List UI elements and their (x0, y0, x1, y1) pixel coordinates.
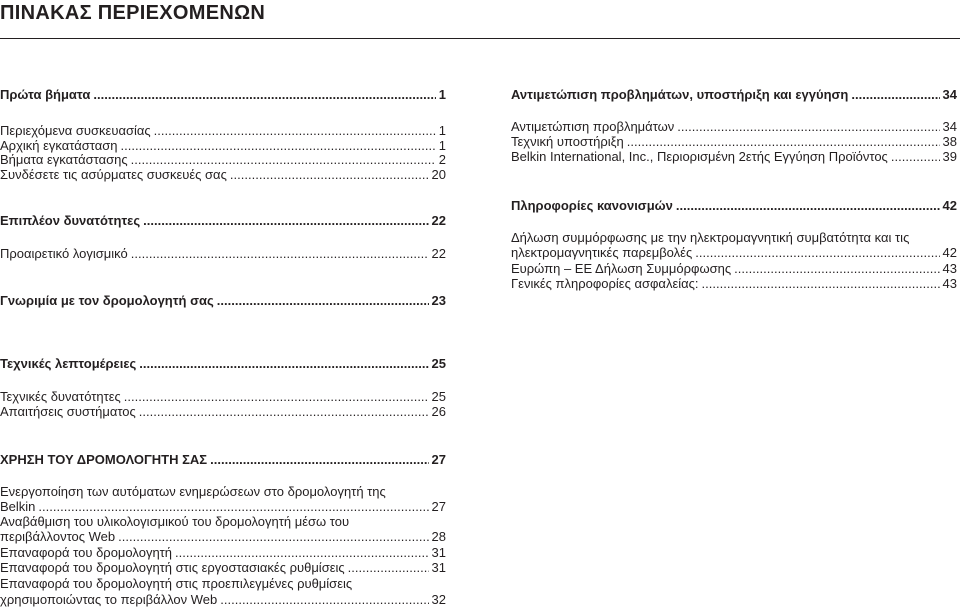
toc-page-number: 32 (431, 592, 446, 607)
toc-entry[interactable] (0, 167, 446, 182)
toc-page-number: 1 (438, 123, 446, 138)
toc-label: Τεχνικές λεπτομέρειες (0, 356, 137, 371)
toc-page-number: 25 (431, 389, 446, 404)
toc-heading-router-overview[interactable] (0, 293, 446, 308)
toc-entry[interactable] (0, 404, 446, 419)
toc-page-number: 22 (431, 213, 446, 228)
toc-page-number: 20 (431, 167, 446, 182)
toc-page-number: 28 (431, 529, 446, 544)
toc-entry[interactable] (0, 592, 446, 607)
leader-dots (210, 452, 428, 467)
toc-entry[interactable] (0, 560, 446, 575)
toc-entry[interactable] (511, 134, 957, 149)
toc-page-number: 1 (438, 138, 446, 153)
toc-heading-getting-started[interactable] (0, 87, 446, 102)
toc-entry[interactable] (0, 152, 446, 167)
leader-dots (139, 356, 428, 371)
toc-page-number: 31 (431, 560, 446, 575)
toc-page-number: 25 (431, 356, 446, 371)
leader-dots (131, 246, 429, 261)
toc-label: περιβάλλοντος Web (0, 529, 116, 544)
leader-dots (124, 389, 429, 404)
toc-entry[interactable] (511, 149, 957, 164)
toc-entry[interactable] (0, 123, 446, 138)
toc-label: Επαναφορά του δρομολογητή (0, 545, 173, 560)
toc-label: Περιεχόμενα συσκευασίας (0, 123, 151, 138)
leader-dots (131, 152, 436, 167)
leader-dots (38, 499, 428, 514)
toc-page-number: 23 (431, 293, 446, 308)
toc-label: Βήματα εγκατάστασης (0, 152, 128, 167)
leader-dots (220, 592, 428, 607)
leader-dots (175, 545, 428, 560)
leader-dots (891, 149, 940, 164)
toc-heading-troubleshooting[interactable] (511, 87, 957, 102)
toc-page-number: 42 (942, 245, 957, 260)
toc-page-number: 39 (942, 149, 957, 164)
leader-dots (702, 276, 940, 291)
toc-page-number: 2 (438, 152, 446, 167)
toc-title: ΠΙΝΑΚΑΣ ΠΕΡΙΕΧΟΜΕΝΩΝ (0, 2, 266, 24)
leader-dots (230, 167, 429, 182)
toc-label: χρησιμοποιώντας το περιβάλλον Web (0, 592, 218, 607)
leader-dots (217, 293, 429, 308)
toc-page-number: 26 (431, 404, 446, 419)
toc-entry-line1: Επαναφορά του δρομολογητή στις προεπιλεγμένες ρυθμίσεις (0, 576, 353, 591)
toc-entry[interactable] (0, 529, 446, 544)
toc-label: Αρχική εγκατάσταση (0, 138, 118, 153)
toc-entry[interactable] (511, 119, 957, 134)
toc-page-number: 42 (942, 198, 957, 213)
toc-entry-line1: Δήλωση συμμόρφωσης με την ηλεκτρομαγνητική συμβατότητα και τις (511, 230, 910, 245)
toc-label: Τεχνικές δυνατότητες (0, 389, 121, 404)
toc-page-number: 1 (438, 87, 446, 102)
leader-dots (154, 123, 436, 138)
toc-page-number: 27 (431, 452, 446, 467)
leader-dots (143, 213, 428, 228)
toc-label: Απαιτήσεις συστήματος (0, 404, 136, 419)
toc-label: ηλεκτρομαγνητικές παρεμβολές (511, 245, 693, 260)
toc-label: Γνωριμία με τον δρομολογητή σας (0, 293, 214, 308)
toc-page-number: 38 (942, 134, 957, 149)
toc-entry[interactable] (0, 389, 446, 404)
toc-label: Προαιρετικό λογισμικό (0, 246, 128, 261)
toc-page-number: 34 (942, 119, 957, 134)
toc-entry[interactable] (0, 545, 446, 560)
leader-dots (695, 245, 939, 260)
toc-entry[interactable] (0, 138, 446, 153)
leader-dots (93, 87, 435, 102)
toc-heading-regulatory[interactable] (511, 198, 957, 213)
leader-dots (120, 138, 435, 153)
toc-page-number: 34 (942, 87, 957, 102)
leader-dots (851, 87, 939, 102)
title-rule (0, 38, 960, 39)
toc-entry[interactable] (511, 276, 957, 291)
toc-label: Ευρώπη – ΕΕ Δήλωση Συμμόρφωσης (511, 261, 732, 276)
toc-label: Γενικές πληροφορίες ασφαλείας: (511, 276, 699, 291)
toc-entry[interactable] (0, 499, 446, 514)
toc-entry[interactable] (511, 245, 957, 260)
toc-page-number: 43 (942, 261, 957, 276)
leader-dots (139, 404, 429, 419)
toc-label: Πρώτα βήματα (0, 87, 91, 102)
toc-label: Belkin International, Inc., Περιορισμένη 2ετής Εγγύηση Προϊόντος (511, 149, 888, 164)
leader-dots (677, 119, 939, 134)
leader-dots (627, 134, 940, 149)
toc-label: Επιπλέον δυνατότητες (0, 213, 141, 228)
toc-label: ΧΡΗΣΗ ΤΟΥ ΔΡΟΜΟΛΟΓΗΤΗ ΣΑΣ (0, 452, 208, 467)
toc-entry[interactable] (0, 246, 446, 261)
toc-label: Αντιμετώπιση προβλημάτων, υποστήριξη και εγγύηση (511, 87, 849, 102)
toc-heading-technical-details[interactable] (0, 356, 446, 371)
toc-heading-extra-features[interactable] (0, 213, 446, 228)
toc-label: Επαναφορά του δρομολογητή στις εργοστασιακές ρυθμίσεις (0, 560, 345, 575)
toc-entry[interactable] (511, 261, 957, 276)
toc-heading-using-router[interactable] (0, 452, 446, 467)
toc-label: Τεχνική υποστήριξη (511, 134, 624, 149)
toc-entry-line1: Αναβάθμιση του υλικολογισμικού του δρομολογητή μέσω του (0, 514, 350, 529)
leader-dots (348, 560, 429, 575)
toc-entry-line1: Ενεργοποίηση των αυτόματων ενημερώσεων στο δρομολογητή της (0, 484, 386, 499)
toc-page-number: 22 (431, 246, 446, 261)
toc-page-number: 43 (942, 276, 957, 291)
toc-page-number: 31 (431, 545, 446, 560)
toc-label: Πληροφορίες κανονισμών (511, 198, 673, 213)
toc-label: Συνδέσετε τις ασύρματες συσκευές σας (0, 167, 227, 182)
toc-label: Belkin (0, 499, 36, 514)
leader-dots (118, 529, 428, 544)
toc-label: Αντιμετώπιση προβλημάτων (511, 119, 675, 134)
leader-dots (676, 198, 940, 213)
toc-page-number: 27 (431, 499, 446, 514)
leader-dots (734, 261, 939, 276)
